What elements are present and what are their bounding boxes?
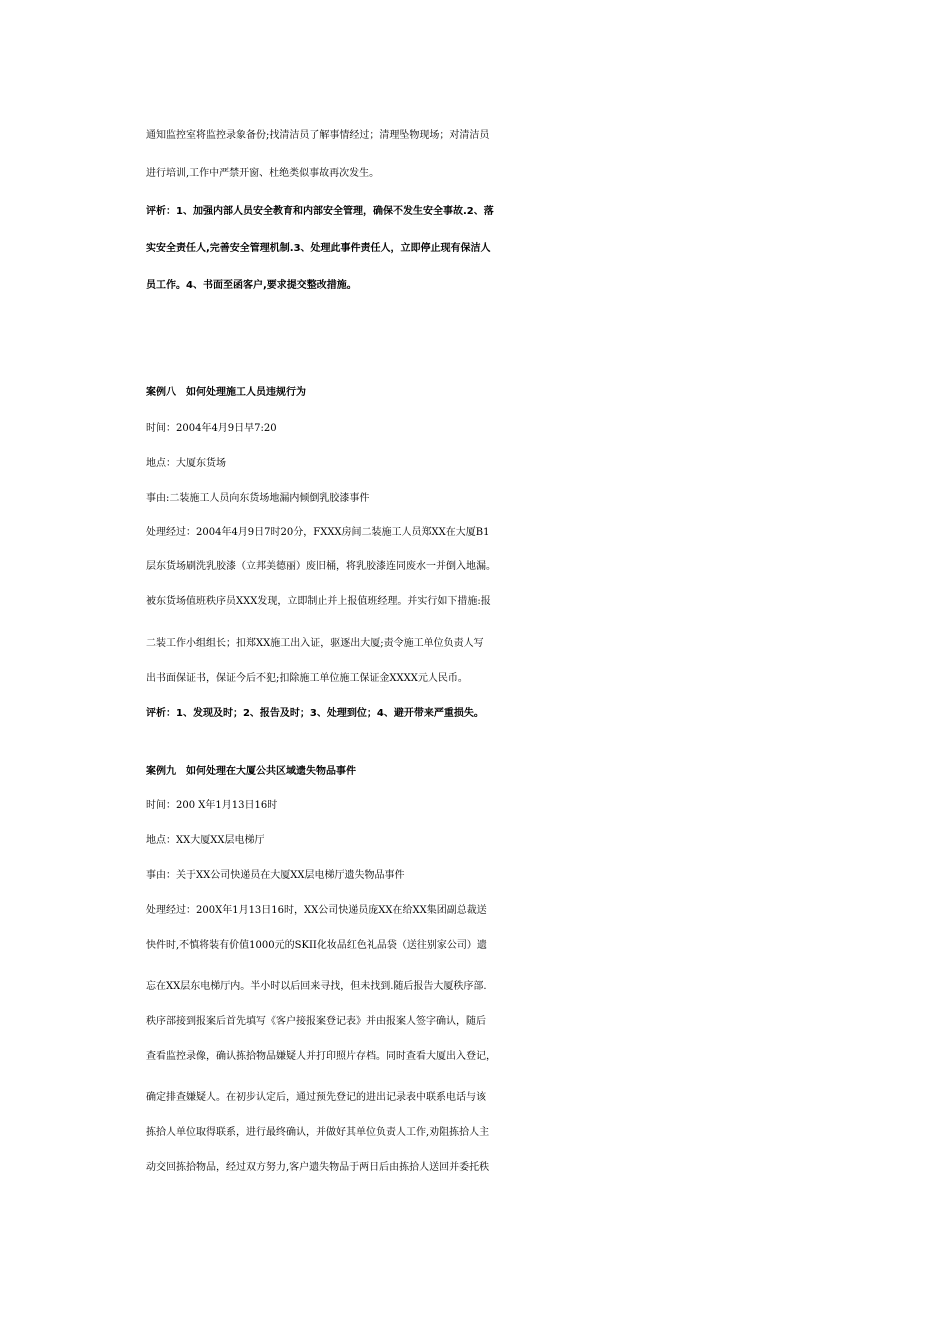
case9-process-line: 拣拾人单位取得联系，进行最终确认，并做好其单位负责人工作,劝阻拣拾人主: [146, 1127, 490, 1138]
case8-time: 时间：2004年4月9日早7:20: [146, 423, 277, 434]
case8-process-line: 处理经过：2004年4月9日7时20分，FXXX房间二装施工人员郑XX在大厦B1: [146, 527, 490, 538]
evaluation-line: 员工作。4、书面至函客户,要求提交整改措施。: [146, 280, 357, 291]
case9-process-line: 处理经过：200X年1月13日16时，XX公司快递员庞XX在给XX集团副总裁送: [146, 905, 487, 916]
paragraph-line: 通知监控室将监控录象备份;找清洁员了解事情经过；清理坠物现场；对清洁员: [146, 130, 490, 141]
evaluation-line: 实安全责任人,完善安全管理机制.3、处理此事件责任人，立即停止现有保洁人: [146, 243, 491, 254]
paragraph-line: 进行培训,工作中严禁开窗、杜绝类似事故再次发生。: [146, 168, 380, 179]
case9-time: 时间：200 X年1月13日16时: [146, 800, 278, 811]
case8-process-line: 二装工作小组组长；扣郑XX施工出入证，驱逐出大厦;责令施工单位负责人写: [146, 638, 484, 649]
case8-evaluation: 评析：1、发现及时；2、报告及时；3、处理到位；4、避开带来严重损失。: [146, 708, 484, 719]
case9-process-line: 快件时,不慎将装有价值1000元的SKII化妆品红色礼品袋（送往别家公司）遗: [146, 940, 487, 951]
case9-process-line: 确定排查嫌疑人。在初步认定后，通过预先登记的进出记录表中联系电话与该: [146, 1092, 486, 1103]
case9-event: 事由：关于XX公司快递员在大厦XX层电梯厅遗失物品事件: [146, 870, 405, 881]
case9-process-line: 秩序部接到报案后首先填写《客户接报案登记表》并由报案人签字确认，随后: [146, 1016, 486, 1027]
case9-process-line: 动交回拣拾物品，经过双方努力,客户遗失物品于两日后由拣拾人送回并委托秩: [146, 1162, 490, 1173]
case9-process-line: 忘在XX层东电梯厅内。半小时以后回来寻找，但未找到.随后报告大厦秩序部.: [146, 981, 487, 992]
case8-process-line: 层东货场刷洗乳胶漆（立邦美德丽）废旧桶，将乳胶漆连同废水一并倒入地漏。: [146, 561, 496, 572]
case9-process-line: 查看监控录像，确认拣拾物品嫌疑人并打印照片存档。同时查看大厦出入登记，: [146, 1051, 496, 1062]
case8-place: 地点：大厦东货场: [146, 458, 226, 469]
evaluation-line: 评析：1、加强内部人员安全教育和内部安全管理，确保不发生安全事故.2、落: [146, 206, 494, 217]
case8-event: 事由:二装施工人员向东货场地漏内倾倒乳胶漆事件: [146, 493, 370, 504]
case9-place: 地点：XX大厦XX层电梯厅: [146, 835, 265, 846]
case8-process-line: 出书面保证书，保证今后不犯;扣除施工单位施工保证金XXXX元人民币。: [146, 673, 468, 684]
case8-process-line: 被东货场值班秩序员XXX发现，立即制止并上报值班经理。并实行如下措施:报: [146, 596, 491, 607]
case8-title: 案例八 如何处理施工人员违规行为: [146, 387, 306, 398]
case9-title: 案例九 如何处理在大厦公共区域遗失物品事件: [146, 766, 356, 777]
